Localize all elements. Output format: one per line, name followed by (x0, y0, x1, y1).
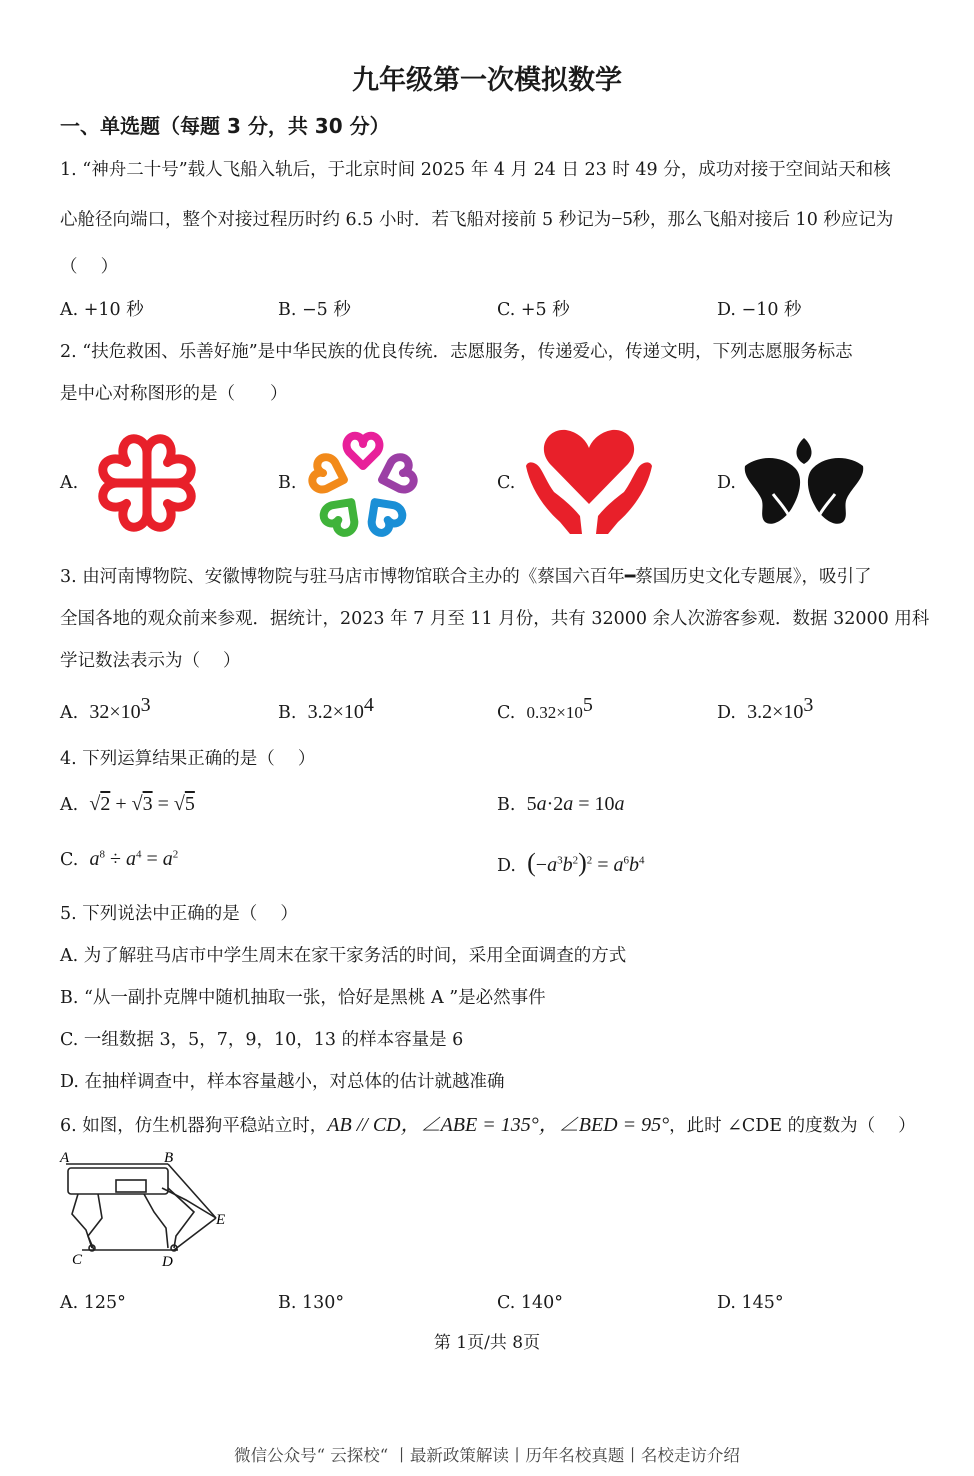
q6-option-b: B. 130° (278, 1293, 345, 1313)
q2-label-c: C. (497, 473, 516, 493)
q1-line3: （ ） (60, 257, 119, 277)
q2-line2: 是中心对称图形的是（ ） (60, 384, 288, 404)
robot-dog-figure (58, 1152, 238, 1270)
q1-option-c: C. +5 秒 (497, 300, 570, 320)
q5-option-c: C. 一组数据 3，5，7，9，10，13 的样本容量是 6 (60, 1030, 464, 1050)
q5-line1: 5. 下列说法中正确的是（ ） (60, 904, 298, 924)
q6-line1: 6. 如图，仿生机器狗平稳站立时，AB // CD，∠ABE = 135°，∠BED = 95°，此时 ∠CDE 的度数为（ ） (60, 1114, 916, 1136)
q3-line1: 3. 由河南博物院、安徽博物院与驻马店市博物馆联合主办的《蔡国六百年━蔡国历史文化专题展》，吸引了 (60, 567, 872, 587)
fig-label-c: C (72, 1252, 83, 1268)
volunteer-logo-c-icon (522, 426, 656, 538)
q5-option-b: B. “从一副扑克牌中随机抽取一张，恰好是黑桃 A ”是必然事件 (60, 988, 546, 1008)
q1-option-b: B. −5 秒 (278, 300, 351, 320)
q1-option-a: A. +10 秒 (60, 300, 144, 320)
fig-label-d: D (162, 1254, 173, 1270)
q2-line1: 2. “扶危救困、乐善好施”是中华民族的优良传统．志愿服务，传递爱心，传递文明，下列志愿服务标志 (60, 342, 853, 362)
q1-line2: 心舱径向端口，整个对接过程历时约 6.5 小时．若飞船对接前 5 秒记为−5秒，那么飞船对接后 10 秒应记为 (60, 208, 894, 230)
fig-label-b: B (164, 1152, 174, 1166)
q6-math: AB // CD，∠ABE = 135°，∠BED = 95° (327, 1114, 670, 1136)
q3-option-a: A. $32\times 10^3$ (60, 694, 151, 723)
q4-option-a: A. √2 + √3 = √5 (60, 793, 195, 815)
q4-option-b: B. 5a·2a = 10a (497, 793, 625, 815)
q5-option-a: A. 为了解驻马店市中学生周末在家干家务活的时间，采用全面调查的方式 (60, 946, 627, 966)
page-number: 第 1页/共 8页 (433, 1333, 541, 1353)
q6-option-d: D. 145° (717, 1293, 784, 1313)
section-header: 一、单选题（每题 3 分，共 30 分） (60, 114, 390, 138)
volunteer-logo-b-icon (303, 426, 423, 538)
q5-option-d: D. 在抽样调查中，样本容量越小，对总体的估计就越准确 (60, 1072, 505, 1092)
q4-option-c: C. $a^8 \div a^4 = a^2$ (60, 848, 179, 870)
q4-line1: 4. 下列运算结果正确的是（ ） (60, 749, 316, 769)
volunteer-logo-a-icon (86, 424, 208, 542)
wechat-banner: 微信公众号“ 云探校“ 丨最新政策解读丨历年名校真题丨名校走访介绍 (234, 1446, 740, 1465)
q1-line1: 1. “神舟二十号”载人飞船入轨后，于北京时间 2025 年 4 月 24 日 23 时 49 分，成功对接于空间站天和核 (60, 160, 891, 180)
q3-line2: 全国各地的观众前来参观．据统计，2023 年 7 月至 11 月份，共有 32000 余人次游客参观．数据 32000 用科 (60, 609, 930, 629)
q6-option-a: A. 125° (60, 1293, 126, 1313)
q3-line3: 学记数法表示为（ ） (60, 651, 241, 671)
q3-option-b: B. $3.2\times 10^4$ (278, 694, 374, 723)
volunteer-logo-d-icon (743, 436, 865, 528)
fig-label-a: A (60, 1152, 70, 1166)
q3-option-c: C. $0.32\times 10^5$ (497, 694, 593, 723)
q6-option-c: C. 140° (497, 1293, 564, 1313)
q2-label-b: B. (278, 473, 297, 493)
q4-option-d: D. $(-a^3b^2)^2 = a^6b^4$ (497, 848, 645, 877)
q2-label-a: A. (60, 473, 79, 493)
q3-option-d: D. $3.2\times 10^3$ (717, 694, 814, 723)
q1-math: −5 (611, 208, 633, 230)
q2-label-d: D. (717, 473, 736, 493)
page-title: 九年级第一次模拟数学 (352, 65, 622, 96)
q1-option-d: D. −10 秒 (717, 300, 802, 320)
fig-label-e: E (216, 1212, 226, 1228)
